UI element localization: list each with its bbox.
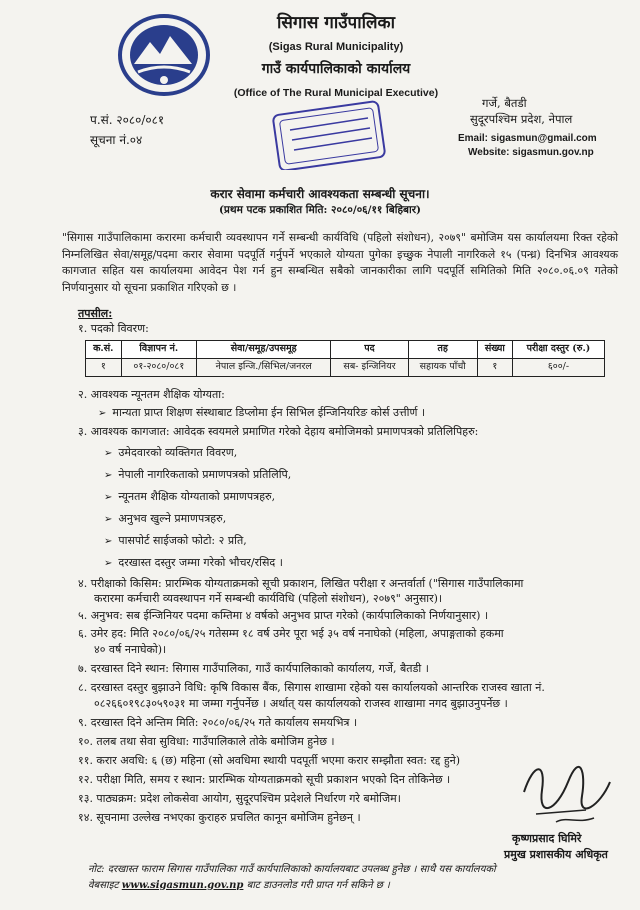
table-cell: १ — [86, 358, 122, 376]
section-6-line2: ४० वर्ष ननाघेको)। — [94, 643, 167, 656]
section-10: १०. तलब तथा सेवा सुविधा: गाउँपालिकाले तोके बमोजिम हुनेछ । — [78, 735, 335, 748]
section-4-line2: करारमा कर्मचारी व्यवस्थापन गर्ने सम्बन्धी कार्यविधि (पहिलो संशोधन), २०७९" अनुसार)। — [94, 592, 443, 605]
section-11: ११. करार अवधि: ६ (छ) महिना (सो अवधिमा स्थायी पदपूर्ती भएमा करार सम्झौता स्वत: रद्द हुने) — [78, 754, 461, 767]
document-item — [104, 490, 275, 505]
email-text: Email: sigasmun@gmail.com — [458, 133, 597, 144]
section-6-line1: ६. उमेर हद: मिति २०८०/०६/२५ गतेसम्म १८ वर्ष उमेर पूरा भई ३५ वर्ष ननाघेको (महिला, अपाङ्गताको हकमा — [78, 627, 504, 640]
footer-line2-post: बाट डाउनलोड गरी प्राप्त गर्न सकिने छ । — [246, 879, 390, 891]
document-item — [104, 446, 237, 461]
notice-subheading: (प्रथम पटक प्रकाशित मिति: २०८०/०६/११ बिहिबार) — [218, 204, 422, 216]
vacancy-table — [85, 340, 605, 377]
table-header-row — [86, 341, 605, 359]
footer-line1: नोट: दरखास्त फाराम सिगास गाउँपालिका गाउँ कार्यपालिकाको कार्यालयबाट उपलब्ध हुनेछ । साथै यस कार्यालयको — [88, 864, 496, 875]
document-text: उमेदवारको व्यक्तिगत विवरण, — [118, 446, 238, 459]
document-text: अनुभव खुल्ने प्रमाणपत्रहरु, — [118, 512, 227, 525]
section-7: ७. दरखास्त दिने स्थान: सिगास गाउँपालिका, गाउँ कार्यपालिकाको कार्यालय, गर्जे, बैतडी । — [78, 662, 429, 675]
section-13: १३. पाठ्यक्रम: प्रदेश लोकसेवा आयोग, सुदूरपश्चिम प्रदेशले निर्धारण गरे बमोजिम। — [78, 792, 401, 805]
address-line2: सुदूरपश्चिम प्रदेश, नेपाल — [470, 112, 573, 126]
table-cell: ०१-२०८०/०८१ — [121, 358, 196, 376]
table-header: संख्या — [477, 341, 512, 359]
office-title-en: (Office of The Rural Municipal Executive) — [233, 87, 439, 99]
section-12: १२. परीक्षा मिति, समय र स्थान: प्रारम्भिक योग्यताक्रमको सूची प्रकाशन भएको दिन तोकिनेछ । — [78, 773, 451, 786]
document-text: न्यूनतम शैक्षिक योग्यताको प्रमाणपत्रहरु, — [118, 490, 276, 503]
document-text: नेपाली नागरिकताको प्रमाणपत्रको प्रतिलिपि, — [118, 468, 292, 481]
municipality-title-en: (Sigas Rural Municipality) — [268, 41, 404, 53]
details-label: तपसील: — [78, 307, 113, 320]
table-header: तह — [408, 341, 477, 359]
signature-mark — [516, 752, 616, 832]
section-8-line2: ०८२६६०१९८३०५९०३१ मा जम्मा गर्नुपर्नेछ । अर्थात् यस कार्यालयको राजस्व शाखामा नगद बुझाउनुपर्नेछ । — [94, 697, 508, 710]
table-cell: सब- इन्जिनियर — [331, 358, 408, 376]
address-line1: गर्जे, बैतडी — [482, 96, 527, 110]
office-title-ne: गाउँ कार्यपालिकाको कार्यालय — [261, 61, 411, 77]
municipality-title-ne: सिगास गाउँपालिका — [276, 13, 396, 33]
section-8-line1: ८. दरखास्त दस्तुर बुझाउने विधि: कृषि विकास बैंक, सिगास शाखामा रहेको यस कार्यालयको आन्तरिक राजस्व खाता नं. — [78, 681, 545, 694]
reference-number: प.सं. २०८०/०८१ — [90, 113, 165, 127]
notice-heading: करार सेवामा कर्मचारी आवश्यकता सम्बन्धी सूचना। — [210, 187, 430, 201]
section-1-title: १. पदको विवरण: — [78, 322, 149, 335]
footer-note — [88, 862, 608, 893]
document-text: पासपोर्ट साईजको फोटो: २ प्रति, — [118, 534, 247, 547]
table-header: विज्ञापन नं. — [121, 341, 196, 359]
table-row — [86, 358, 605, 376]
document-item — [104, 468, 291, 483]
table-cell: नेपाल इन्जि./सिभिल/जनरल — [197, 358, 331, 376]
section-14: १४. सूचनामा उल्लेख नभएका कुराहरु प्रचलित कानून बमोजिम हुनेछन् । — [78, 811, 361, 824]
table-cell: सहायक पाँचौ — [408, 358, 477, 376]
website-text: Website: sigasmun.gov.np — [468, 147, 594, 158]
document-item — [104, 556, 283, 571]
notice-intro: "सिगास गाउँपालिकामा करारमा कर्मचारी व्यवस्थापन गर्ने सम्बन्धी कार्यविधि (पहिलो संशोधन), २०७९" बमोजिम यस कार्यालयमा रिक्त रहेको निम्नलिखित सेवा/समूह/पदमा करार सेवामा पदपूर्ति गर्नुपर्ने भएकाले योग्यता पुगेका इच्छुक नेपाली नागरिकले १५ (पन्ध्र) दिनभित्र आवश्यक कागजात सहित यस कार्यालयमा आवेदन पेश गर्न हुन सम्बन्धित सबैको जानकारीका लागि पदपूर्ति समितिको मिति २०८०.०६.०९ गतेको निर्णयानुसार यो सूचना प्रकाशित गरिएको छ । — [62, 231, 618, 295]
notice-number: सूचना नं.०४ — [90, 133, 143, 147]
document-item — [104, 512, 226, 527]
footer-line2-pre: वेबसाइट — [88, 879, 119, 891]
document-item — [104, 534, 247, 549]
table-header: सेवा/समूह/उपसमूह — [197, 341, 331, 359]
table-header: क.सं. — [86, 341, 122, 359]
table-cell: १ — [477, 358, 512, 376]
table-header: परीक्षा दस्तुर (रु.) — [512, 341, 604, 359]
office-stamp — [270, 100, 388, 170]
signatory-name: कृष्णप्रसाद घिमिरे — [512, 832, 582, 845]
section-5: ५. अनुभव: सब ईन्जिनियर पदमा कम्तिमा ४ वर्षको अनुभव प्राप्त गरेको (कार्यपालिकाको निर्णयानुसार) । — [78, 609, 489, 622]
table-cell: ६००/- — [512, 358, 604, 376]
municipality-logo — [118, 14, 210, 96]
qualification-item — [98, 406, 425, 421]
website-link[interactable]: www.sigasmun.gov.np — [121, 879, 244, 891]
signatory-title: प्रमुख प्रशासकीय अधिकृत — [504, 848, 608, 861]
section-3-title: ३. आवश्यक कागजात: आवेदक स्वयमले प्रमाणित गरेको देहाय बमोजिमको प्रमाणपत्रको प्रतिलिपिहरु: — [78, 425, 479, 438]
section-2-title: २. आवश्यक न्यूनतम शैक्षिक योग्यता: — [78, 388, 225, 401]
qualification-text: मान्यता प्राप्त शिक्षण संस्थाबाट डिप्लोमा ईन सिभिल ईन्जिनियरिङ कोर्स उत्तीर्ण । — [112, 406, 426, 419]
section-4-line1: ४. परीक्षाको किसिम: प्रारम्भिक योग्यताक्रमको सूची प्रकाशन, लिखित परीक्षा र अन्तर्वार्ता ("सिगास गाउँपालिकामा — [78, 577, 524, 590]
footer-line2 — [88, 878, 608, 894]
table-header: पद — [331, 341, 408, 359]
document-text: दरखास्त दस्तुर जम्मा गरेको भौचर/रसिद । — [118, 556, 283, 569]
section-9: ९. दरखास्त दिने अन्तिम मिति: २०८०/०६/२५ गते कार्यालय समयभित्र । — [78, 716, 358, 729]
